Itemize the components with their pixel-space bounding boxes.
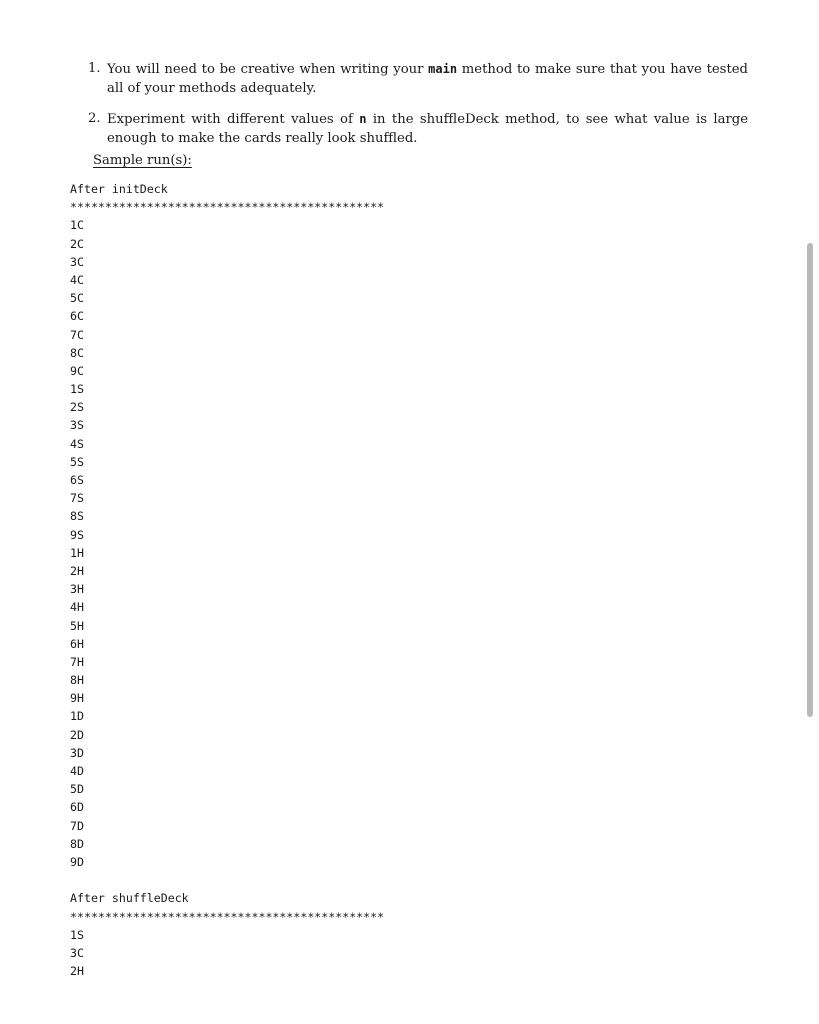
card-line: 2H — [70, 964, 84, 979]
card-line: 3C — [70, 254, 84, 269]
card-line: 7D — [70, 818, 84, 833]
card-line: 1H — [70, 545, 84, 560]
card-line: 3H — [70, 582, 84, 597]
card-line: 4H — [70, 600, 84, 615]
sample-run-label: Sample run(s): — [93, 153, 192, 168]
sample-output — [70, 180, 384, 980]
instruction-item — [88, 60, 748, 98]
instruction-number: 2. — [88, 111, 101, 126]
card-line: 7S — [70, 491, 84, 506]
instruction-text: You will need to be creative when writing your — [107, 62, 429, 77]
shuffle-card-list — [70, 926, 384, 981]
instruction-item — [88, 110, 748, 148]
card-line: 5D — [70, 782, 84, 797]
card-line: 8S — [70, 509, 84, 524]
card-line: 1S — [70, 382, 84, 397]
card-line: 8H — [70, 673, 84, 688]
card-line: 2H — [70, 563, 84, 578]
card-line: 9D — [70, 854, 84, 869]
vertical-scrollbar[interactable] — [807, 243, 813, 717]
shuffle-deck-separator: ********************************************* — [70, 909, 385, 924]
card-line: 2S — [70, 400, 84, 415]
instruction-text: Experiment with different values of — [107, 112, 360, 127]
card-line: 9H — [70, 691, 84, 706]
init-deck-separator: ********************************************* — [70, 200, 385, 215]
init-card-list — [70, 216, 384, 871]
card-line: 5H — [70, 618, 84, 633]
instruction-text: method to make sure that you have tested all of your methods adequately. — [107, 62, 748, 96]
card-line: 4S — [70, 436, 84, 451]
card-line: 7C — [70, 327, 84, 342]
card-line: 2D — [70, 727, 84, 742]
card-line: 6H — [70, 636, 84, 651]
instruction-list — [88, 60, 748, 160]
card-line: 5C — [70, 291, 84, 306]
card-line: 3D — [70, 745, 84, 760]
card-line: 6D — [70, 800, 84, 815]
inline-code: main — [428, 62, 458, 76]
card-line: 9C — [70, 363, 84, 378]
card-line: 3S — [70, 418, 84, 433]
blank-line — [70, 871, 384, 889]
card-line: 8C — [70, 345, 84, 360]
card-line: 6S — [70, 473, 84, 487]
init-deck-header: After initDeck — [70, 182, 168, 196]
inline-code: n — [359, 112, 367, 126]
card-line: 2C — [70, 236, 84, 251]
card-line: 4D — [70, 764, 84, 778]
instruction-number: 1. — [88, 61, 101, 76]
card-line: 6C — [70, 309, 84, 324]
card-line: 9S — [70, 527, 84, 542]
instruction-text: in the shuffleDeck method, to see what value is large enough to make the cards really look shuffled. — [107, 112, 748, 146]
sample-run-heading — [93, 152, 192, 170]
card-line: 8D — [70, 836, 84, 851]
card-line: 3C — [70, 945, 84, 960]
card-line: 7H — [70, 654, 84, 669]
card-line: 4C — [70, 272, 84, 287]
card-line: 1D — [70, 709, 84, 724]
card-line: 5S — [70, 454, 84, 469]
shuffle-deck-header: After shuffleDeck — [70, 891, 189, 906]
card-line: 1S — [70, 927, 84, 942]
card-line: 1C — [70, 218, 84, 233]
